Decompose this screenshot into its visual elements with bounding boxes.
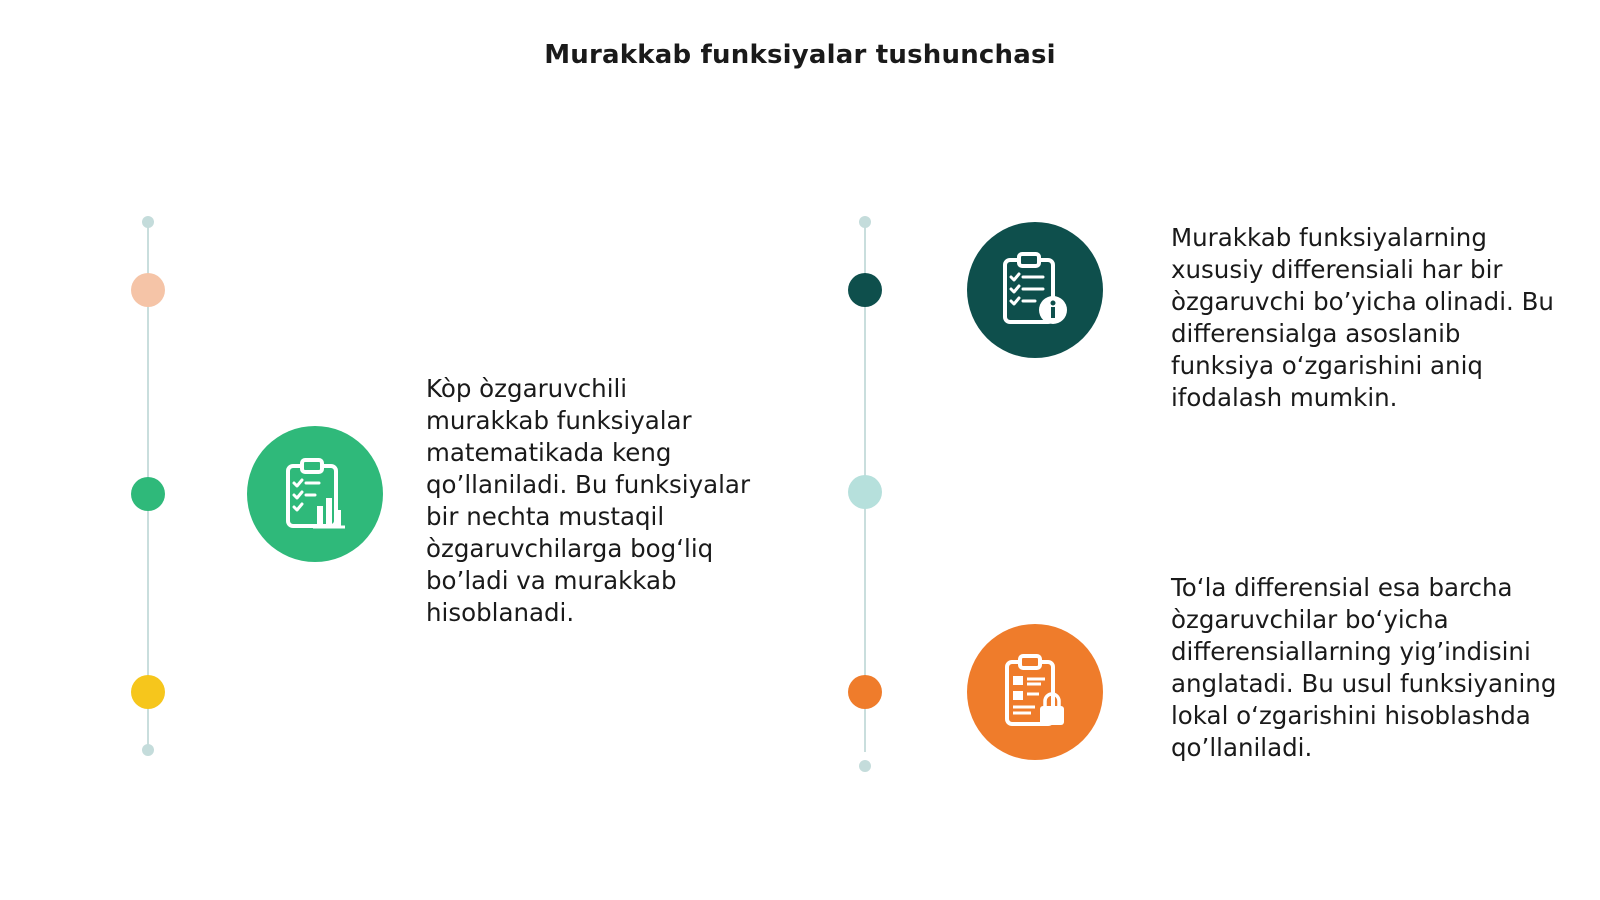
- right-node-dark-teal: [848, 273, 882, 307]
- badge-orange: [967, 624, 1103, 760]
- item-1-text: Kòp òzgaruvchili murakkab funksiyalar matematikada keng qo’llaniladi. Bu funksiyalar bir nechta mustaqil òzgaruvchilarga bog‘liq bo’ladi va murakkab hisoblanadi.: [426, 374, 751, 627]
- left-node-peach: [131, 273, 165, 307]
- left-timeline-bottom-cap: [142, 744, 154, 756]
- badge-green: [247, 426, 383, 562]
- right-timeline-bottom-cap: [859, 760, 871, 772]
- clipboard-lock-icon: [995, 652, 1075, 732]
- left-timeline-top-cap: [142, 216, 154, 228]
- right-node-light-teal: [848, 475, 882, 509]
- slide-title: Murakkab funksiyalar tushunchasi: [544, 40, 1056, 70]
- left-node-green: [131, 477, 165, 511]
- badge-dark-teal: [967, 222, 1103, 358]
- right-timeline-top-cap: [859, 216, 871, 228]
- item-2-text: Murakkab funksiyalarning xususiy differensiali har bir òzgaruvchi bo’yicha olinadi. Bu differensialga asoslanib funksiya o‘zgarishini aniq ifodalash mumkin.: [1171, 223, 1554, 412]
- right-node-orange: [848, 675, 882, 709]
- clipboard-info-icon: [995, 250, 1075, 330]
- item-3-text: To‘la differensial esa barcha òzgaruvchilar bo‘yicha differensiallarning yig’indisini anglatadi. Bu usul funksiyaning lokal o‘zgarishini hisoblashda qo’llaniladi.: [1171, 573, 1557, 762]
- left-node-yellow: [131, 675, 165, 709]
- clipboard-chart-icon: [277, 456, 353, 532]
